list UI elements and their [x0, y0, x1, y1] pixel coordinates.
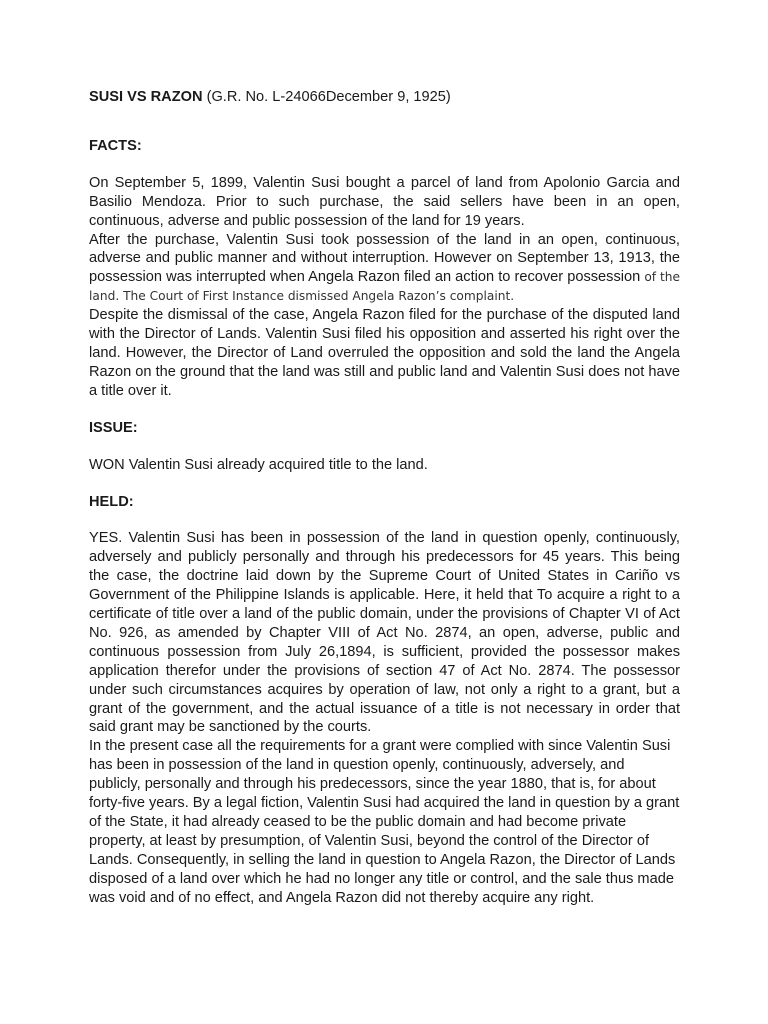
document-page — [89, 88, 680, 908]
case-title: SUSI VS RAZON — [89, 89, 203, 105]
facts-paragraph-2 — [89, 231, 680, 307]
held-paragraph-2: In the present case all the requirements for a grant were complied with since Valentin Susi has been in possession of the land in question openly, continuously, adversely, and publicly, personally and through his predecessors, since the year 1880, that is, for about forty-five years. By a legal fiction, Valentin Susi had acquired the land in question by a grant of the State, it had already ceased to be the public domain and had become private property, at least by presumption, of Valentin Susi, beyond the control of the Director of Lands. Consequently, in selling the land in question to Angela Razon, the Director of Lands disposed of a land over which he had no longer any title or control, and the sale thus made was void and of no effect, and Angela Razon did not thereby acquire any right. — [89, 738, 680, 906]
case-title-line — [89, 88, 680, 107]
facts-paragraph-2-tail: of the land. The Court of First Instance dismissed Angela Razon’s complaint. — [89, 270, 680, 304]
held-heading: HELD: — [89, 493, 134, 510]
facts-paragraph-3: Despite the dismissal of the case, Angela Razon filed for the purchase of the disputed land with the Director of Lands. Valentin Susi filed his opposition and asserted his right over the land. However, the Director of Land overruled the opposition and sold the land the Angela Razon on the ground that the land was still and public land and Valentin Susi does not have a title over it. — [89, 307, 680, 399]
section-gap — [89, 475, 680, 493]
issue-heading: ISSUE: — [89, 419, 138, 436]
held-paragraph-1: YES. Valentin Susi has been in possession of the land in question openly, continuously, adversely and publicly personally and through his predecessors for 45 years. This being the case, the doctrine laid down by the Supreme Court of United States in Cariño vs Government of the Philippine Islands is applicable. Here, it held that To acquire a right to a certificate of title over a land of the public domain, under the provisions of Chapter VI of Act No. 926, as amended by Chapter VIII of Act No. 2874, an open, adverse, public and continuous possession from July 26,1894, is sufficient, provided the possessor makes application therefor under the provisions of section 47 of Act No. 2874. The possessor under such circumstances acquires by operation of law, not only a right to a grant, but a grant of the government, and the actual issuance of a title is not necessary in order that said grant may be sanctioned by the courts. — [89, 530, 680, 736]
facts-paragraph-1: On September 5, 1899, Valentin Susi bought a parcel of land from Apolonio Garcia and Basilio Mendoza. Prior to such purchase, the said sellers have been in an open, continuous, adverse and public possession of the land for 19 years. — [89, 174, 680, 229]
issue-text: WON Valentin Susi already acquired title to the land. — [89, 456, 428, 473]
facts-heading: FACTS: — [89, 137, 142, 154]
case-citation: (G.R. No. L-24066December 9, 1925) — [206, 89, 451, 105]
section-gap — [89, 401, 680, 419]
facts-paragraph-2-text: After the purchase, Valentin Susi took possession of the land in an open, continuous, adverse and public manner and without interruption. However on September 13, 1913, the possession was interrupted when Angela Razon filed an action to recover possession — [89, 231, 680, 286]
